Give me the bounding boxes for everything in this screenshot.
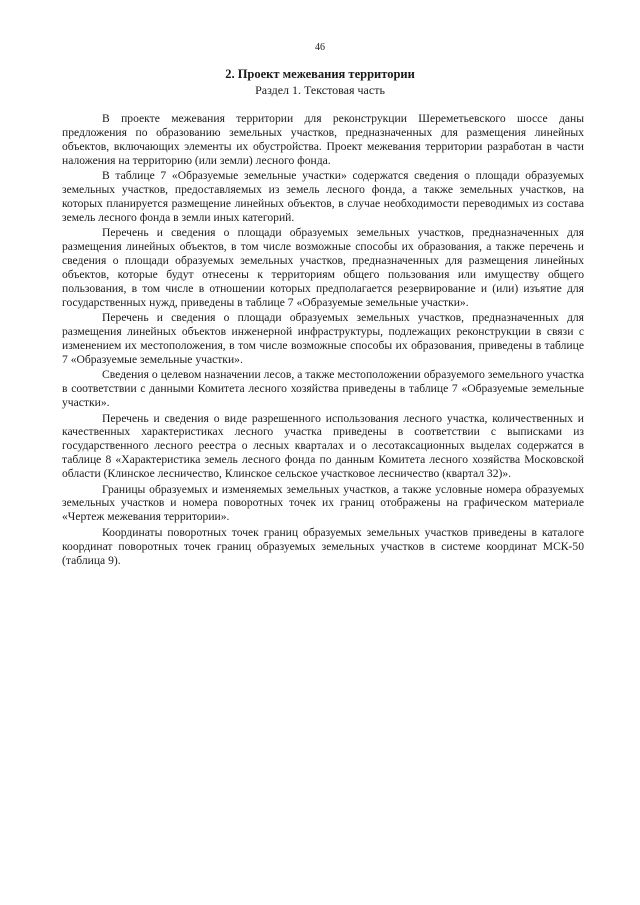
section-subtitle: Раздел 1. Текстовая часть	[255, 83, 385, 97]
body-text	[62, 112, 584, 569]
section-heading	[0, 66, 640, 98]
section-title: 2. Проект межевания территории	[225, 67, 415, 81]
paragraph-4: Перечень и сведения о площади образуемых земельных участков, предназначенных для размещения линейных объектов инженерной инфраструктуры, подлежащих реконструкции в связи с изменением их местоположения, в том числе возможные способы их образования, приведены в таблице 7 «Образуемые земельные участки».	[62, 311, 584, 366]
page-number: 46	[315, 42, 325, 53]
paragraph-3: Перечень и сведения о площади образуемых земельных участков, предназначенных для размещения линейных объектов, в том числе возможные способы их образования, а также перечень и сведения о площади образуемых земельных участков, предназначенных для размещения линейных объектов, которые будут отнесены к территориям общего пользования или имуществу общего пользования, в том числе в отношении которых предполагается резервирование и (или) изъятие для государственных нужд, приведены в таблице 7 «Образуемые земельные участки».	[62, 226, 584, 309]
paragraph-8: Координаты поворотных точек границ образуемых земельных участков приведены в каталоге координат поворотных точек границ образуемых земельных участков в системе координат МСК-50 (таблица 9).	[62, 525, 584, 567]
paragraph-1: В проекте межевания территории для реконструкции Шереметьевского шоссе даны предложения по образованию земельных участков, предназначенных для размещения линейных объектов, включающих элементы их обустройства. Проект межевания территории разработан в части наложения на территорию (или земли) лесного фонда.	[62, 112, 584, 167]
paragraph-5: Сведения о целевом назначении лесов, а также местоположении образуемого земельного участка в соответствии с данными Комитета лесного хозяйства приведены в таблице 7 «Образуемые земельные участки».	[62, 368, 584, 410]
paragraph-7: Границы образуемых и изменяемых земельных участков, а также условные номера образуемых земельных участков и номера поворотных точек их границ отображены на графическом материале «Чертеж межевания территории».	[62, 482, 584, 524]
paragraph-2: В таблице 7 «Образуемые земельные участки» содержатся сведения о площади образуемых земельных участков, предоставляемых из земель лесного фонда, а также земельных участков, на которых планируется размещение линейных объектов, в случае необходимости переводимых из состава земель лесного фонда в земли иных категорий.	[62, 169, 584, 224]
paragraph-6: Перечень и сведения о виде разрешенного использования лесного участка, количественных и качественных характеристиках лесного участка приведены в соответствии с выписками из государственного лесного реестра о лесных кварталах и о лесотаксационных выделах содержатся в таблице 8 «Характеристика земель лесного фонда по данным Комитета лесного хозяйства Московской области (Клинское лесничество, Клинское сельское участковое лесничество (квартал 32)».	[62, 411, 584, 481]
